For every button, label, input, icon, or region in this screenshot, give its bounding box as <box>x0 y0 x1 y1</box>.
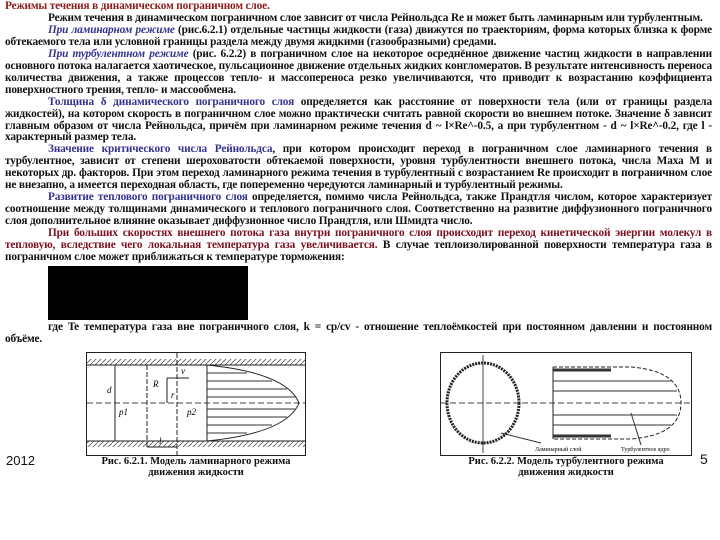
label-p1: p1 <box>119 406 128 417</box>
paragraph-text: где Te температура газа вне пограничного слоя, k = cp/cv - отношение теплоёмкостей при постоянном давлении и постоянном объёме. <box>5 320 712 345</box>
laminar-flow-diagram <box>87 353 305 455</box>
paragraph <box>5 228 712 264</box>
label-l: l <box>159 435 162 446</box>
paragraph-text: Режим течения в динамическом пограничном слое зависит от числа Рейнольдса Re и может быть ламинарным или турбулентным. <box>48 11 703 24</box>
paragraph-text-red: При больших скоростях внешнего потока газа внутри пограничного слоя происходит переход кинетической энергии молекул в тепловую, вследствие чего локальная температура газа увеличивается. <box>5 227 712 252</box>
label-p2: p2 <box>187 406 196 417</box>
footer-year: 2012 <box>6 452 35 468</box>
paragraph <box>5 25 712 49</box>
highlight-term: Развитие теплового пограничного слоя <box>48 191 248 204</box>
highlight-term: При ламинарном режиме <box>48 23 175 36</box>
page-number: 5 <box>700 450 708 467</box>
paragraph <box>5 144 712 192</box>
figure-caption-laminar: Рис. 6.2.1. Модель ламинарного режима движения жидкости <box>101 455 291 478</box>
label-laminar-layer: Ламинарный слой <box>535 446 582 453</box>
highlight-term: Значение критического числа Рейнольдса <box>48 143 273 156</box>
label-r: r <box>171 389 175 400</box>
label-turbulent-core: Турбулентное ядро <box>621 446 670 453</box>
label-d: d <box>107 384 112 395</box>
paragraph-text: определяется, помимо числа Рейнольдса, также Прандтля числом, которое характеризует соотношение между толщинами динамического и теплового пограничного слоя. Соответственно на развитие диффузионного пограничного слоя дополнительное влияние оказывает диффузионное число Прандтля, или Шмидта число. <box>5 191 712 228</box>
label-R: R <box>153 378 159 389</box>
paragraph <box>5 49 712 97</box>
figures-row <box>0 352 720 488</box>
paragraph-text: В случае теплоизолированной поверхности температура газа в пограничном слое может приближаться к температуре торможения: <box>5 239 712 264</box>
paragraph <box>5 192 712 228</box>
turbulent-flow-diagram <box>441 353 691 455</box>
figure-turbulent <box>440 352 692 456</box>
document-body <box>5 0 712 346</box>
paragraph <box>5 97 712 145</box>
figure-laminar <box>86 352 306 456</box>
paragraph-text: (рис. 6.2.2) в пограничном слое на некоторое осреднённое движение частиц жидкости в направлении основного потока налагается хаотическое, пульсационное движение отдельных жидких конгломератов. В результате интенсивность переноса количества движения, а также процессов тепло- и массопереноса резко увеличиваются, что приводит к возрастанию коэффициента поверхностного трения, тепло- и массообмена. <box>5 47 712 96</box>
formula-slot <box>5 264 712 322</box>
paragraph-text: , при котором происходит переход в пограничном слое ламинарного течения в турбулентное, зависит от степени шероховатости обтекаемой поверхности, уровня турбулентности внешнего потока, числа Маха M и некоторых др. факторов. При этом переход ламинарного режима течения в турбулентный с возрастанием Re происходит в пограничном слое не внезапно, а имеется переходная область, где попеременно чередуются ламинарный и турбулентный режимы. <box>5 143 713 192</box>
formula-image-redacted <box>48 266 248 320</box>
label-v: v <box>181 365 185 376</box>
paragraph-text: (рис.6.2.1) отдельные частицы жидкости (газа) движутся по траекториям, форма которых близка к форме обтекаемого тела или условной границы раздела между двумя жидкими (газообразными) средами. <box>5 23 713 48</box>
highlight-term: При турбулентном режиме <box>48 47 189 60</box>
paragraph <box>5 322 712 346</box>
figure-caption-turbulent: Рис. 6.2.2. Модель турбулентного режима движения жидкости <box>468 455 664 478</box>
section-title: Режимы течения в динамическом пограничном слое. <box>5 0 270 12</box>
highlight-term: Толщина δ динамического пограничного слоя <box>48 95 295 108</box>
paragraph-text: определяется как расстояние от поверхности тела (или от границы раздела жидкостей), на котором скорость в пограничном слое можно практически считать равной скорости во внешнем потоке. Значение δ зависит главным образом от числа Рейнольдса, причём при ламинарном режиме течения d ~ l×Re^-0.5, а при турбулентном - d ~ l×Re^-0.2, где l - характерный размер тела. <box>5 95 712 144</box>
